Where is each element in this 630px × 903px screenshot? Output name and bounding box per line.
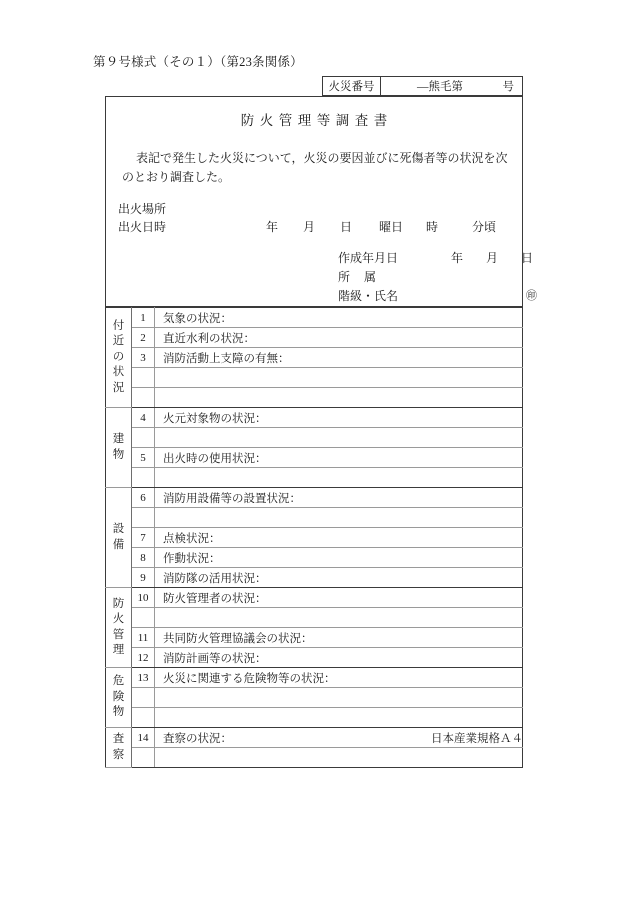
item-answer-blank[interactable] [155,468,523,488]
intro-paragraph: 表記で発生した火災について，火災の要因並びに死傷者等の状況を次のとおり調査した。 [122,151,508,184]
affiliation-label: 所属 [338,270,391,284]
table-row [106,428,523,448]
item-number: 8 [132,548,155,568]
section-label-char: 火 [112,613,125,625]
table-row [106,748,523,768]
footer-note: 日本産業規格Ａ４ [431,733,523,745]
origin-datetime-label: 出火日時 [118,220,167,234]
item-answer-blank[interactable] [155,748,523,768]
item-number-blank [132,428,155,448]
item-answer-blank[interactable] [155,508,523,528]
table-row [106,348,523,368]
unit-day: 日 [340,220,353,234]
survey-table-body [106,308,523,768]
fire-number-box [322,76,523,96]
section-label-char: 防 [112,597,125,610]
table-row [106,688,523,708]
table-row [106,588,523,608]
item-text: 消防用設備等の設置状況： [155,488,523,508]
table-row [106,548,523,568]
section-label-char: 察 [112,748,125,761]
item-number: 4 [132,408,155,428]
section-label-char: 設 [112,523,125,535]
item-number: 7 [132,528,155,548]
item-number: 11 [132,628,155,648]
section-label-3 [106,488,132,588]
item-text: 火元対象物の状況： [155,408,523,428]
item-number: 9 [132,568,155,588]
unit-hour: 時 [426,220,439,234]
unit-month: 月 [303,220,316,234]
created-date-label: 作成年月日 [338,251,399,265]
item-text: 査察の状況： [155,728,523,748]
item-answer-blank[interactable] [155,388,523,408]
table-row [106,648,523,668]
item-text: 気象の状況： [155,308,523,328]
item-text: 作動状況： [155,548,523,568]
table-row [106,708,523,728]
created-month-unit: 月 [486,251,499,265]
section-label-char: 況 [112,381,125,394]
item-answer-blank[interactable] [155,688,523,708]
table-row [106,668,523,688]
item-number: 12 [132,648,155,668]
item-number: 2 [132,328,155,348]
item-answer-blank[interactable] [155,368,523,388]
item-number-blank [132,688,155,708]
item-number: 1 [132,308,155,328]
form-number-line: 第９号様式（その１）（第23条関係） [93,55,303,69]
table-row [106,408,523,428]
section-label-char: 査 [112,733,125,745]
section-label-char: 険 [112,690,125,703]
item-number-blank [132,388,155,408]
item-number-blank [132,508,155,528]
section-label-char: 近 [112,335,125,348]
section-label-char: 理 [112,644,125,656]
section-label-char: 危 [112,675,125,688]
created-year-unit: 年 [451,251,464,265]
item-number: 10 [132,588,155,608]
item-answer-blank[interactable] [155,428,523,448]
unit-minute: 分頃 [472,220,497,234]
item-text: 火災に関連する危険物等の状況： [155,668,523,688]
section-label-1 [106,308,132,408]
section-label-char: 状 [112,366,125,379]
section-label-6 [106,728,132,768]
table-row [106,448,523,468]
item-text: 点検状況： [155,528,523,548]
fire-number-prefix: ―熊毛第 [417,81,463,93]
section-label-char: 物 [112,706,125,719]
fire-number-label: 火災番号 [323,77,381,95]
unit-year: 年 [266,220,279,234]
table-row [106,608,523,628]
item-number-blank [132,468,155,488]
item-text: 消防活動上支障の有無： [155,348,523,368]
origin-place-label: 出火場所 [118,202,167,216]
table-row [106,508,523,528]
rank-name-label: 階級・氏名 [338,289,399,303]
table-row [106,568,523,588]
item-text: 直近水利の状況： [155,328,523,348]
fire-number-suffix: 号 [502,81,514,93]
section-label-char: 物 [112,448,125,461]
table-row [106,528,523,548]
unit-weekday: 曜日 [379,220,404,234]
item-answer-blank[interactable] [155,708,523,728]
item-number-blank [132,708,155,728]
table-row [106,308,523,328]
section-label-char: の [112,350,125,363]
table-row [106,328,523,348]
table-row [106,388,523,408]
section-label-char: 付 [112,319,125,332]
item-number: 5 [132,448,155,468]
item-number-blank [132,748,155,768]
table-row [106,468,523,488]
item-number: 13 [132,668,155,688]
table-row [106,368,523,388]
section-label-2 [106,408,132,488]
section-label-char: 備 [112,538,125,551]
table-row [106,628,523,648]
item-text: 消防隊の活用状況： [155,568,523,588]
section-label-5 [106,668,132,728]
seal-icon: ㊞ [526,290,537,302]
item-text: 防火管理者の状況： [155,588,523,608]
item-text: 消防計画等の状況： [155,648,523,668]
table-row [106,488,523,508]
survey-table [105,307,523,768]
item-number-blank [132,368,155,388]
created-day-unit: 日 [521,251,534,265]
section-label-char: 建 [112,433,125,445]
item-text: 出火時の使用状況： [155,448,523,468]
item-number-blank [132,608,155,628]
fire-number-value[interactable] [381,77,522,95]
section-label-4 [106,588,132,668]
item-number: 6 [132,488,155,508]
section-label-char: 管 [112,628,125,641]
item-number: 14 [132,728,155,748]
item-number: 3 [132,348,155,368]
header-panel [105,96,537,307]
item-answer-blank[interactable] [155,608,523,628]
item-text: 共同防火管理協議会の状況： [155,628,523,648]
page-title: 防火管理等調査書 [240,113,393,128]
origin-datetime-units [106,218,522,234]
